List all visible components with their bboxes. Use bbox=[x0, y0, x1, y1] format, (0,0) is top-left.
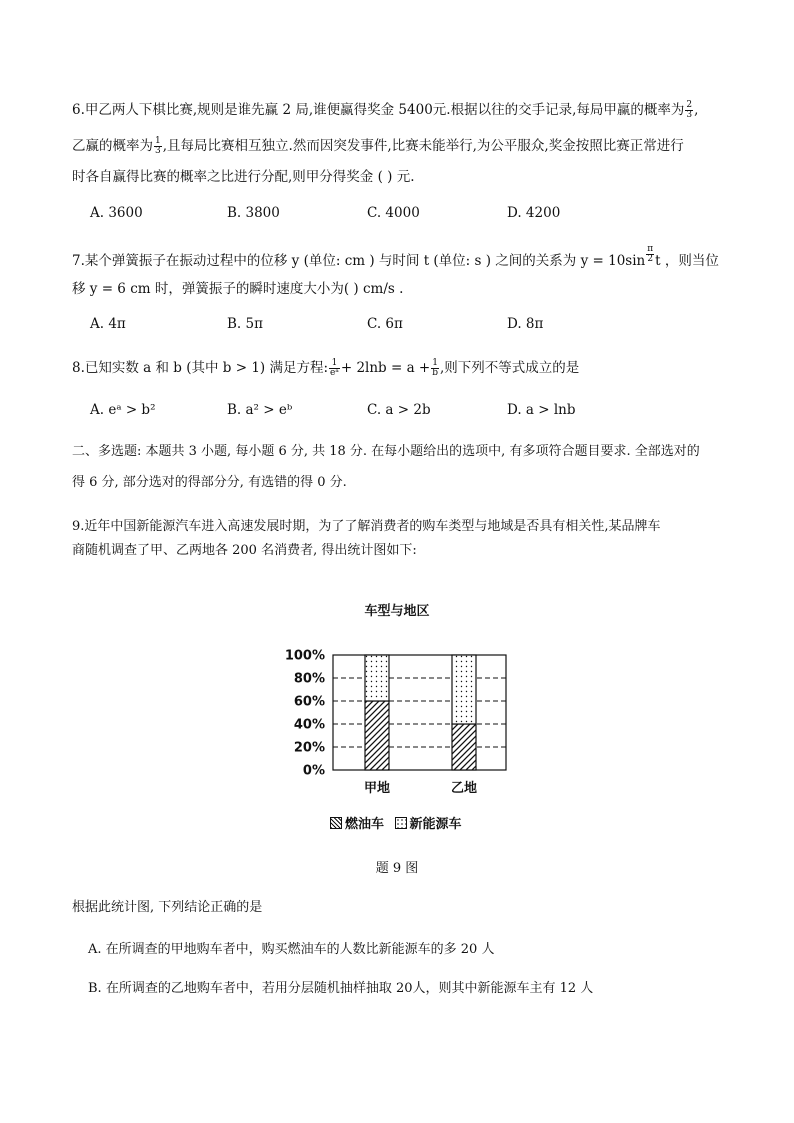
legend-label-fuel: 燃油车 bbox=[345, 817, 385, 832]
bar-segment-dots bbox=[365, 655, 389, 701]
chart-legend bbox=[330, 813, 462, 832]
q7-option-b: B. 5π bbox=[227, 316, 263, 332]
plot-frame bbox=[333, 655, 506, 770]
section2-heading-line2: 得 6 分, 部分选对的得部分分, 有选错的得 0 分. bbox=[72, 475, 347, 490]
q6-option-b: B. 3800 bbox=[227, 205, 280, 221]
bar-segment-hatch bbox=[365, 701, 389, 770]
q9-option-a: A. 在所调查的甲地购车者中，购买燃油车的人数比新能源车的多 20 人 bbox=[88, 942, 495, 957]
y-tick-label: 80% bbox=[293, 671, 325, 687]
q8-option-a: A. eᵃ > b² bbox=[90, 402, 156, 418]
q6-option-a: A. 3600 bbox=[90, 205, 143, 221]
y-tick-label: 60% bbox=[293, 694, 325, 710]
q8-text-1a: 8.已知实数 a 和 b (其中 b > 1) 满足方程: bbox=[72, 360, 329, 376]
frac-num: π bbox=[647, 244, 654, 254]
q6-line2 bbox=[72, 134, 684, 156]
frac-den: 2 bbox=[647, 254, 654, 264]
q8-fraction-1-over-ea bbox=[329, 359, 340, 378]
q8-option-b: B. a² > eᵇ bbox=[227, 402, 293, 418]
y-tick-label: 20% bbox=[293, 740, 325, 756]
frac-den: 3 bbox=[686, 110, 693, 120]
q6-option-d: D. 4200 bbox=[507, 205, 561, 221]
q6-text-1-end: , bbox=[694, 102, 699, 118]
q7-text-1a: 7.某个弹簧振子在振动过程中的位移 y (单位: cm ) 与时间 t (单位: s ) 之间的关系为 y = 10sin bbox=[72, 253, 646, 269]
frac-den: 3 bbox=[155, 146, 161, 156]
y-tick-label: 0% bbox=[302, 763, 325, 779]
x-tick-label: 乙地 bbox=[450, 781, 478, 796]
q7-fraction-pi-over-2 bbox=[646, 245, 654, 264]
bar-segment-dots bbox=[452, 655, 476, 724]
q6-text-2b: ,且每局比赛相互独立.然而因突发事件,比赛未能举行,为公平服众,奖金按照比赛正常进行 bbox=[162, 138, 684, 154]
q9-option-b: B. 在所调查的乙地购车者中，若用分层随机抽样抽取 20人，则其中新能源车主有 12 人 bbox=[88, 981, 594, 996]
section2-heading-line1: 二、多选题: 本题共 3 小题, 每小题 6 分, 共 18 分. 在每小题给出的选项中, 有多项符合题目要求. 全部选对的 bbox=[72, 444, 700, 459]
frac-num: 1 bbox=[432, 358, 438, 368]
q8-option-d: D. a > lnb bbox=[507, 402, 576, 418]
q6-text-1: 6.甲乙两人下棋比赛,规则是谁先赢 2 局,谁便赢得奖金 5400元.根据以往的交手记录,每局甲赢的概率为 bbox=[72, 102, 685, 118]
q8-fraction-1-over-b bbox=[431, 359, 439, 378]
frac-den: b bbox=[432, 368, 439, 378]
legend-item-dots bbox=[395, 817, 462, 832]
q6-option-c: C. 4000 bbox=[367, 205, 420, 221]
chart-title: 车型与地区 bbox=[364, 604, 430, 619]
q6-fraction-p-jia bbox=[685, 101, 693, 120]
q7-line2: 移 y = 6 cm 时，弹簧振子的瞬时速度大小为( ) cm/s . bbox=[72, 281, 404, 297]
legend-label-new-energy: 新能源车 bbox=[409, 817, 462, 832]
frac-num: 2 bbox=[686, 100, 693, 110]
q8-text-1b: ,则下列不等式成立的是 bbox=[440, 360, 580, 376]
y-tick-label: 100% bbox=[284, 648, 325, 664]
frac-num: 1 bbox=[329, 359, 340, 369]
q7-option-c: C. 6π bbox=[367, 316, 403, 332]
q8-line1 bbox=[72, 356, 579, 378]
q7-option-d: D. 8π bbox=[507, 316, 544, 332]
frac-num: 1 bbox=[155, 136, 161, 146]
legend-item-hatch bbox=[330, 817, 384, 832]
q6-text-2a: 乙赢的概率为 bbox=[72, 138, 153, 154]
q7-text-1b: t ，则当位 bbox=[655, 253, 719, 269]
figure-caption: 题 9 图 bbox=[375, 861, 419, 876]
frac-den: eᵃ bbox=[330, 368, 339, 378]
q7-line1 bbox=[72, 245, 719, 269]
x-tick-label: 甲地 bbox=[363, 781, 391, 796]
q9-line1: 9.近年中国新能源汽车进入高速发展时期，为了了解消费者的购车类型与地域是否具有相关性,某品牌车 bbox=[72, 519, 661, 534]
q6-line3: 时各自赢得比赛的概率之比进行分配,则甲分得奖金 ( ) 元. bbox=[72, 169, 415, 185]
q8-text-1mid: + 2lnb = a + bbox=[340, 360, 431, 376]
q6-line1 bbox=[72, 98, 698, 120]
q6-fraction-p-yi bbox=[154, 137, 162, 156]
q8-option-c: C. a > 2b bbox=[367, 402, 431, 418]
q9-line2: 商随机调查了甲、乙两地各 200 名消费者, 得出统计图如下: bbox=[72, 543, 417, 558]
q9-prompt: 根据此统计图, 下列结论正确的是 bbox=[72, 900, 263, 915]
q7-option-a: A. 4π bbox=[90, 316, 126, 332]
bar-segment-hatch bbox=[452, 724, 476, 770]
dots-swatch-icon bbox=[395, 817, 407, 829]
y-tick-label: 40% bbox=[293, 717, 325, 733]
hatch-swatch-icon bbox=[330, 817, 342, 829]
